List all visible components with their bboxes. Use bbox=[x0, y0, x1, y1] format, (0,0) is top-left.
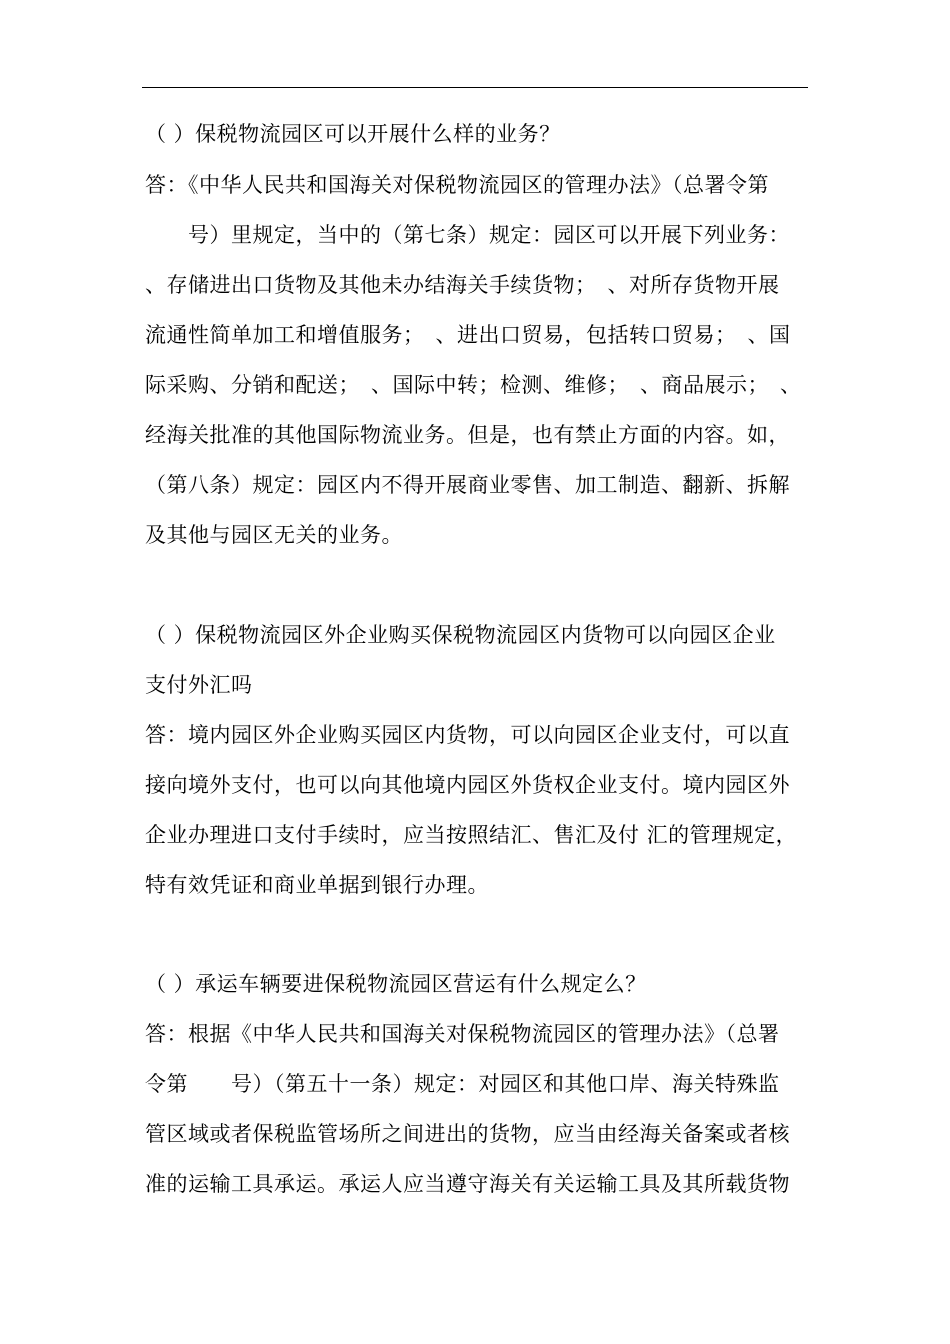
answer-3-line-2: 令第 号）（第五十一条）规定：对园区和其他口岸、海关特殊监 bbox=[145, 1072, 780, 1096]
answer-3-line-4: 准的运输工具承运。承运人应当遵守海关有关运输工具及其所载货物 bbox=[145, 1172, 790, 1196]
answer-1-line-7: （第八条）规定：园区内不得开展商业零售、加工制造、翻新、拆解 bbox=[145, 473, 790, 497]
answer-1-line-2: 号）里规定，当中的（第七条）规定：园区可以开展下列业务： bbox=[145, 223, 790, 247]
answer-1-line-8: 及其他与园区无关的业务。 bbox=[145, 523, 403, 547]
answer-2-line-2: 接向境外支付，也可以向其他境内园区外货权企业支付。境内园区外 bbox=[145, 773, 790, 797]
answer-3-line-1: 答：根据《中华人民共和国海关对保税物流园区的管理办法》（总署 bbox=[145, 1022, 780, 1046]
question-3: （ ）承运车辆要进保税物流园区营运有什么规定么？ bbox=[145, 972, 647, 996]
header-rule bbox=[142, 87, 808, 88]
answer-1-line-5: 际采购、分销和配送； 、国际中转；检测、维修； 、商品展示； 、 bbox=[145, 373, 802, 397]
answer-1-line-4: 流通性简单加工和增值服务； 、进出口贸易，包括转口贸易； 、国 bbox=[145, 323, 791, 347]
answer-2-line-1: 答：境内园区外企业购买园区内货物，可以向园区企业支付，可以直 bbox=[145, 723, 790, 747]
question-2-line-2: 支付外汇吗 bbox=[145, 673, 253, 697]
answer-2-line-4: 特有效凭证和商业单据到银行办理。 bbox=[145, 873, 489, 897]
answer-1-line-6: 经海关批准的其他国际物流业务。但是，也有禁止方面的内容。如， bbox=[145, 423, 790, 447]
answer-1-line-1: 答：《中华人民共和国海关对保税物流园区的管理办法》（总署令第 bbox=[145, 173, 769, 197]
question-1: （ ）保税物流园区可以开展什么样的业务？ bbox=[145, 122, 561, 146]
answer-1-line-3: 、存储进出口货物及其他未办结海关手续货物； 、对所存货物开展 bbox=[145, 273, 780, 297]
answer-2-line-3: 企业办理进口支付手续时，应当按照结汇、售汇及付 汇的管理规定， bbox=[145, 823, 798, 847]
question-2-line-1: （ ）保税物流园区外企业购买保税物流园区内货物可以向园区企业 bbox=[145, 623, 776, 647]
answer-3-line-3: 管区域或者保税监管场所之间进出的货物，应当由经海关备案或者核 bbox=[145, 1122, 790, 1146]
